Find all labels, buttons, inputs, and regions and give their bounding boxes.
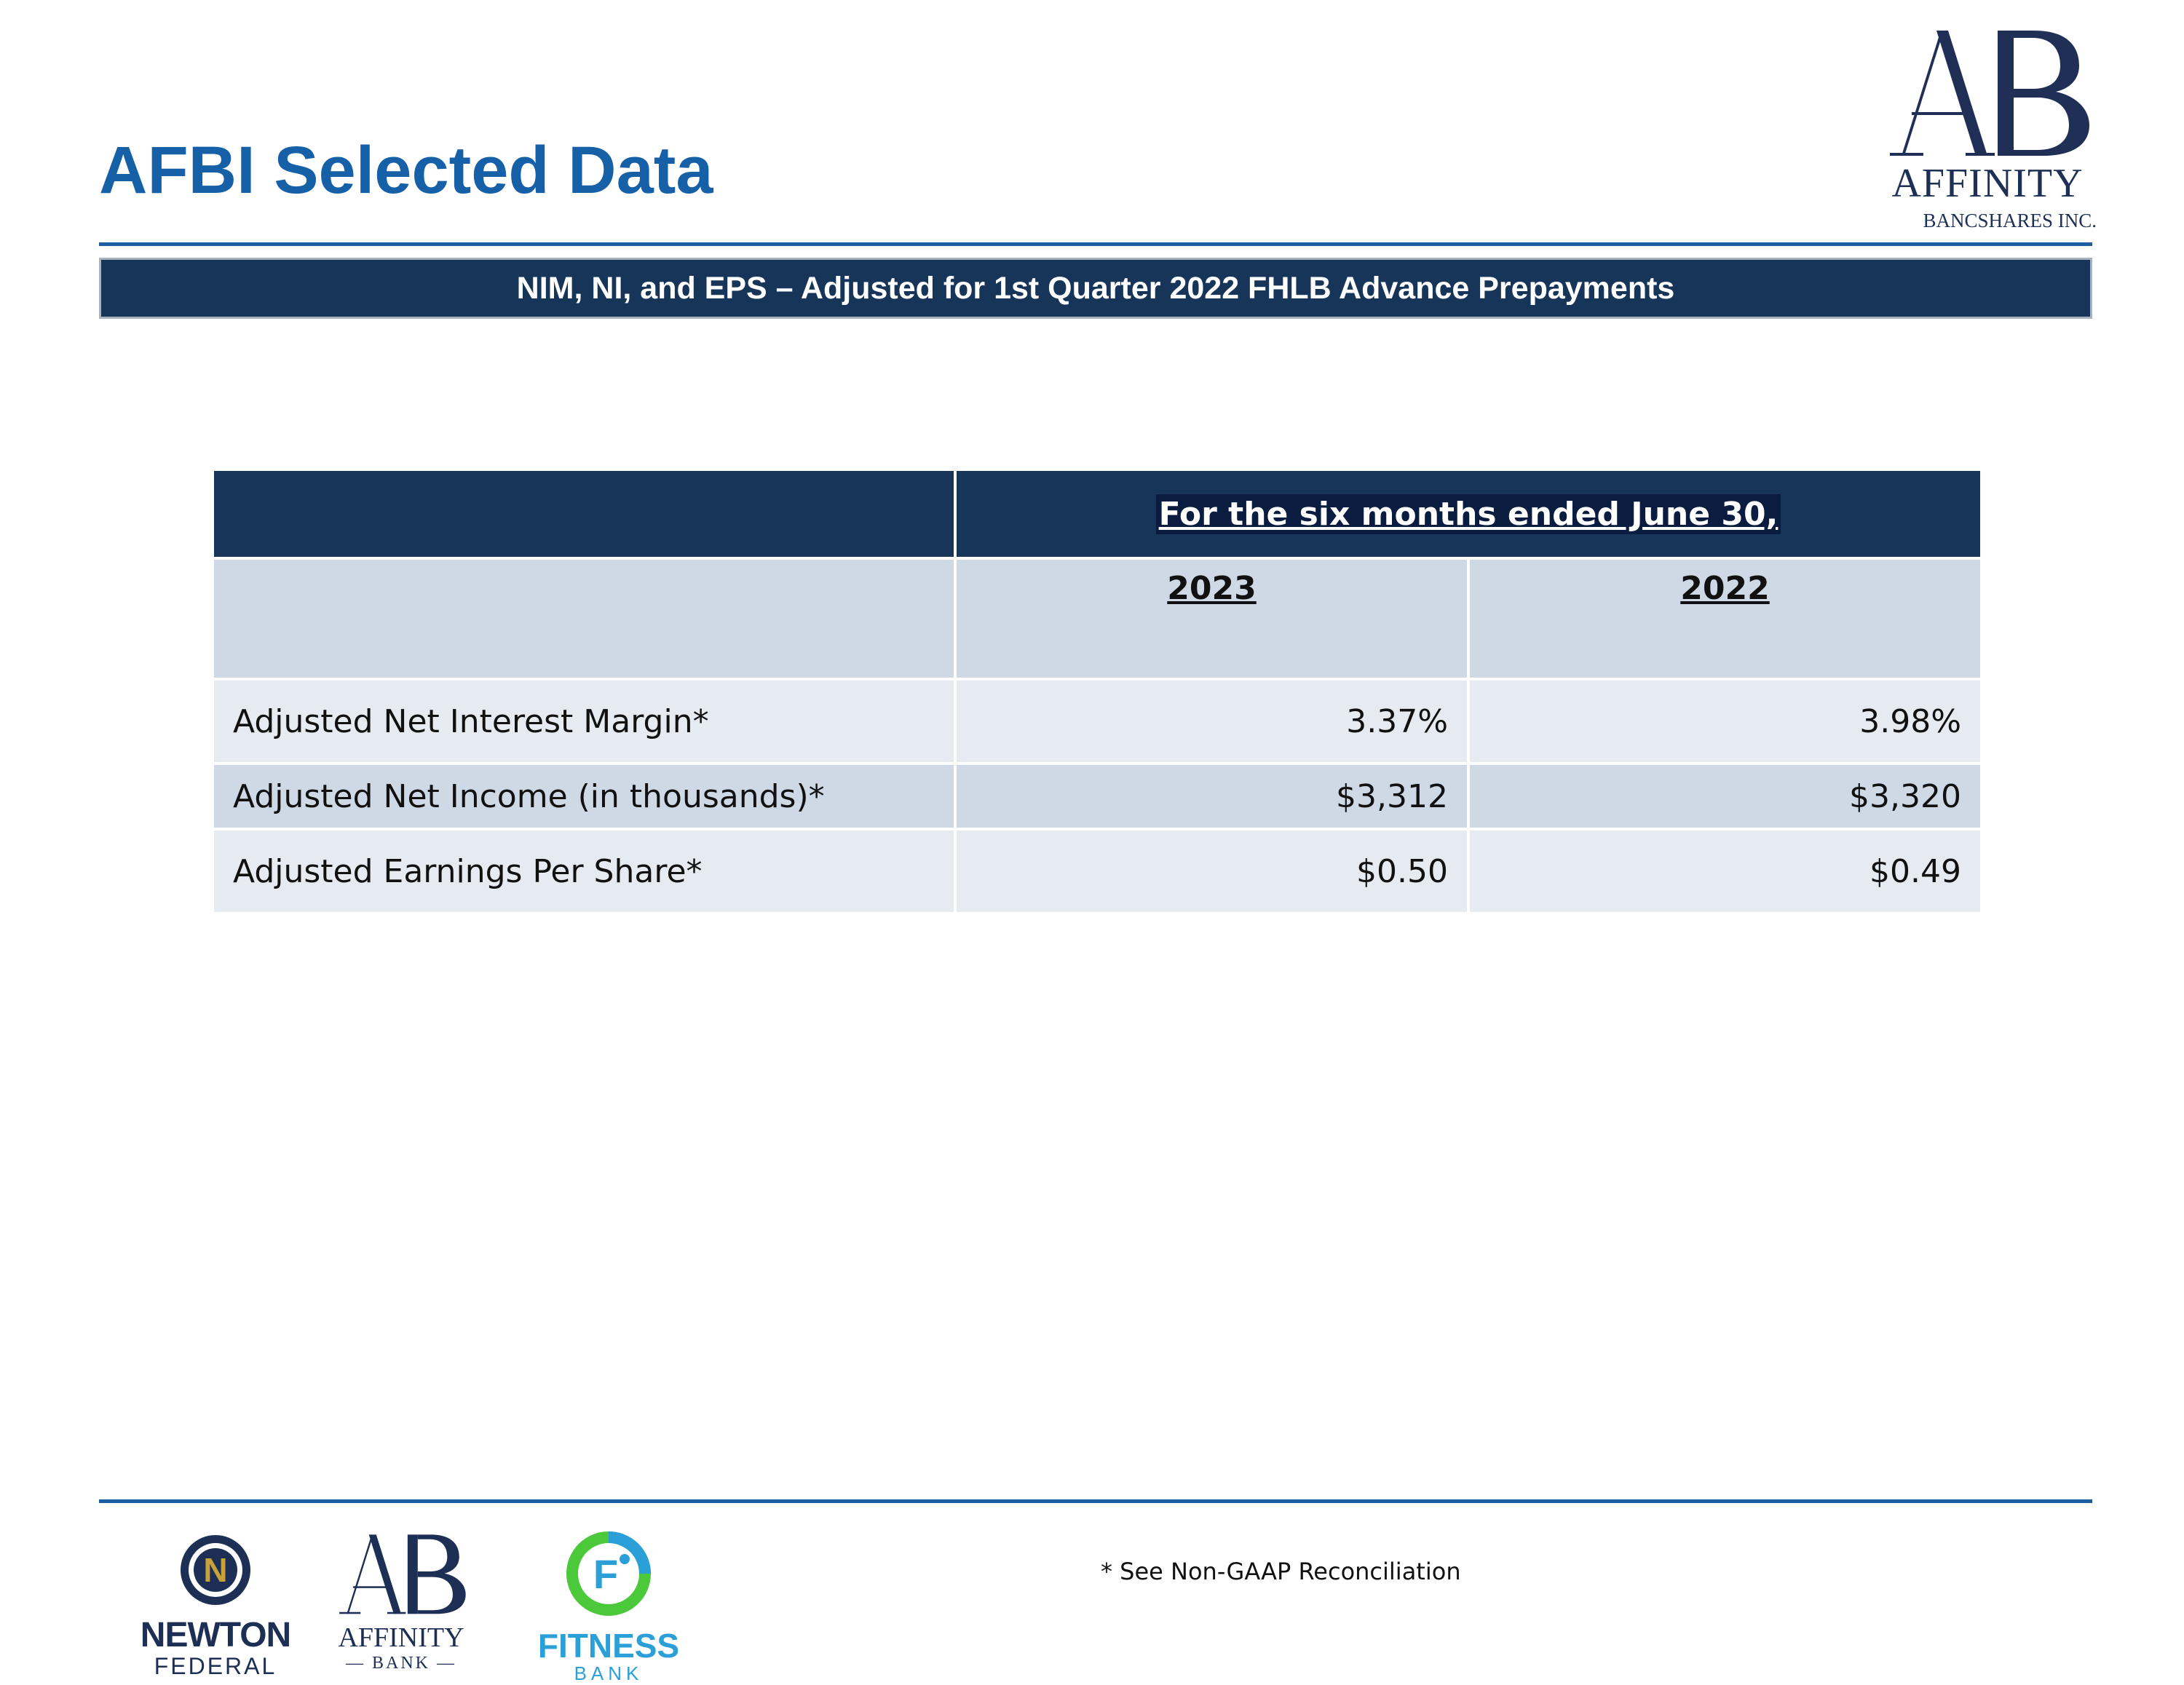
header-divider: [99, 242, 2092, 246]
section-banner: NIM, NI, and EPS – Adjusted for 1st Quarter 2022 FHLB Advance Prepayments: [99, 258, 2092, 319]
year-2022-header: 2022: [1468, 558, 1982, 679]
table-row: [213, 679, 1982, 764]
table-header-row: [213, 469, 1982, 558]
header-empty-cell: [213, 469, 955, 558]
value-2022: $0.49: [1468, 829, 1982, 913]
fitness-mark-text: F: [593, 1551, 619, 1597]
newton-mark-text: N: [203, 1551, 228, 1589]
table-row: [213, 829, 1982, 913]
newton-subtitle: FEDERAL: [154, 1653, 277, 1679]
fitness-ring-icon: [536, 1529, 681, 1625]
footer-divider: [99, 1499, 2092, 1503]
ab-monogram-icon: [1878, 28, 2097, 166]
value-2022: 3.98%: [1468, 679, 1982, 764]
year-empty-cell: [213, 558, 955, 679]
period-header-text: For the six months ended June 30,: [1156, 494, 1781, 534]
affinity-bancshares-logo: [1878, 28, 2097, 239]
row-label: Adjusted Net Interest Margin*: [213, 679, 955, 764]
page-title: AFBI Selected Data: [99, 133, 713, 207]
row-label: Adjusted Earnings Per Share*: [213, 829, 955, 913]
affinity-bank-monogram-icon: [332, 1532, 470, 1621]
affinity-bank-name: AFFINITY: [338, 1622, 464, 1653]
affinity-bank-logo: [332, 1532, 470, 1685]
row-label: Adjusted Net Income (in thousands)*: [213, 764, 955, 829]
year-2023-header: 2023: [955, 558, 1468, 679]
selected-data-table: [211, 468, 1983, 915]
table-row: [213, 764, 1982, 829]
newton-federal-logo: [128, 1532, 303, 1685]
footnote: * See Non-GAAP Reconciliation: [1101, 1558, 1461, 1585]
brand-subtitle: BANCSHARES INC.: [1923, 210, 2097, 231]
affinity-bank-subtitle: — BANK —: [345, 1654, 456, 1673]
fitness-subtitle: BANK: [574, 1662, 644, 1684]
fitness-bank-logo: [536, 1529, 681, 1685]
fitness-name: FITNESS: [537, 1627, 680, 1665]
value-2023: $3,312: [955, 764, 1468, 829]
newton-emblem-icon: [128, 1532, 303, 1614]
value-2023: 3.37%: [955, 679, 1468, 764]
brand-name: AFFINITY: [1891, 161, 2084, 206]
value-2023: $0.50: [955, 829, 1468, 913]
year-header-row: [213, 558, 1982, 679]
newton-name: NEWTON: [140, 1616, 291, 1654]
period-header: [955, 469, 1982, 558]
value-2022: $3,320: [1468, 764, 1982, 829]
